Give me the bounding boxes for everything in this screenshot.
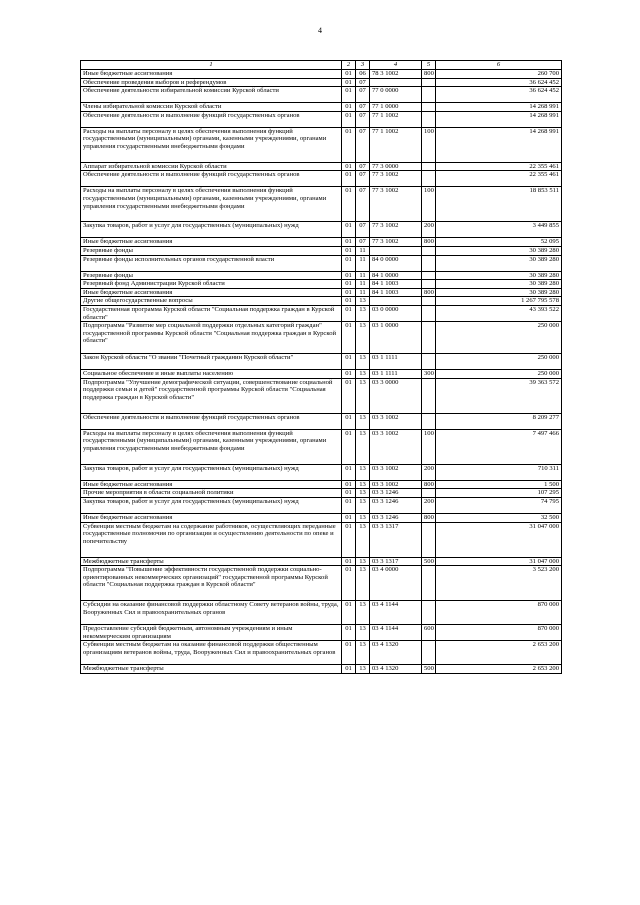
row-expense-type [422,171,436,187]
row-amount: 22 355 461 [436,171,562,187]
row-section: 01 [342,489,356,498]
row-amount: 14 268 991 [436,127,562,162]
row-subsection: 07 [356,222,370,238]
table-row [81,370,562,379]
row-section: 01 [342,171,356,187]
row-expense-type: 100 [422,187,436,222]
row-expense-type [422,162,436,171]
row-expense-type [422,489,436,498]
row-amount: 52 095 [436,238,562,247]
row-target-article: 03 1 1111 [370,370,422,379]
row-amount: 31 047 000 [436,522,562,557]
row-section: 01 [342,429,356,464]
row-amount: 260 700 [436,70,562,79]
table-row [81,429,562,464]
row-section: 01 [342,557,356,566]
row-amount: 30 389 280 [436,246,562,255]
row-amount: 250 000 [436,322,562,354]
table-row [81,601,562,625]
row-expense-type [422,641,436,665]
row-subsection: 13 [356,297,370,306]
row-section: 01 [342,87,356,103]
row-subsection: 13 [356,497,370,513]
row-name: Расходы на выплаты персоналу в целях обеспечения выполнения функций государственными (муниципальными) органами, казенными учреждениями, органами управления государственными внебюджетными фондами [81,187,342,222]
row-expense-type: 500 [422,665,436,674]
row-amount: 39 363 572 [436,378,562,413]
row-name: Обеспечение деятельности и выполнение функций государственных органов [81,171,342,187]
row-target-article: 78 3 1002 [370,70,422,79]
row-section: 01 [342,413,356,429]
row-target-article: 77 3 1002 [370,187,422,222]
row-amount: 2 653 200 [436,665,562,674]
row-target-article: 77 3 1002 [370,171,422,187]
row-subsection: 13 [356,370,370,379]
row-target-article: 03 4 0000 [370,566,422,601]
table-row [81,271,562,280]
row-name: Закупка товаров, работ и услуг для государственных (муниципальных) нужд [81,222,342,238]
table-row [81,354,562,370]
row-expense-type [422,522,436,557]
row-subsection: 11 [356,255,370,271]
row-amount: 32 500 [436,513,562,522]
row-amount: 74 795 [436,497,562,513]
row-target-article: 03 3 1002 [370,413,422,429]
row-amount: 870 000 [436,625,562,641]
table-row [81,464,562,480]
table-row [81,288,562,297]
table-row [81,497,562,513]
row-section: 01 [342,378,356,413]
row-amount: 2 653 200 [436,641,562,665]
row-name: Закупка товаров, работ и услуг для государственных (муниципальных) нужд [81,497,342,513]
row-amount: 3 449 855 [436,222,562,238]
row-subsection: 07 [356,238,370,247]
row-subsection: 07 [356,171,370,187]
header-expense-type: 5 [422,61,436,70]
row-name: Подпрограмма "Улучшение демографической ситуации, совершенствование социальной поддержки семьи и детей" государственной программы Курской области "Социальная поддержка граждан в Курской области" [81,378,342,413]
row-expense-type: 300 [422,370,436,379]
table-row [81,255,562,271]
table-row [81,413,562,429]
row-expense-type: 800 [422,480,436,489]
row-target-article: 77 3 0000 [370,162,422,171]
row-amount: 3 523 200 [436,566,562,601]
row-subsection: 07 [356,87,370,103]
row-amount: 30 389 280 [436,255,562,271]
row-name: Резервные фонды [81,271,342,280]
row-expense-type [422,87,436,103]
row-name: Межбюджетные трансферты [81,665,342,674]
row-section: 01 [342,280,356,289]
row-section: 01 [342,522,356,557]
row-subsection: 13 [356,413,370,429]
table-row [81,297,562,306]
table-row [81,187,562,222]
row-name: Резервные фонды исполнительных органов государственной власти [81,255,342,271]
row-target-article: 03 3 1317 [370,522,422,557]
row-name: Государственная программа Курской области "Социальная поддержка граждан в Курской области" [81,305,342,321]
row-amount: 30 389 280 [436,271,562,280]
row-name: Обеспечение проведения выборов и референдумов [81,78,342,87]
header-name: 1 [81,61,342,70]
row-expense-type [422,305,436,321]
row-target-article: 03 3 1002 [370,480,422,489]
row-target-article: 03 4 1320 [370,641,422,665]
row-subsection: 13 [356,429,370,464]
table-row [81,70,562,79]
row-subsection: 06 [356,70,370,79]
row-target-article: 03 3 0000 [370,378,422,413]
row-subsection: 13 [356,601,370,625]
row-target-article [370,78,422,87]
row-subsection: 11 [356,280,370,289]
row-target-article: 77 1 1002 [370,127,422,162]
row-name: Обеспечение деятельности и выполнение функций государственных органов [81,111,342,127]
row-subsection: 11 [356,288,370,297]
row-name: Обеспечение деятельности избирательной комиссии Курской области [81,87,342,103]
row-subsection: 13 [356,354,370,370]
header-target-article: 4 [370,61,422,70]
row-section: 01 [342,305,356,321]
row-subsection: 13 [356,305,370,321]
row-subsection: 07 [356,103,370,112]
row-expense-type: 200 [422,497,436,513]
budget-table [80,60,562,674]
row-subsection: 13 [356,625,370,641]
row-section: 01 [342,255,356,271]
row-expense-type [422,354,436,370]
row-amount: 18 853 511 [436,187,562,222]
row-amount: 14 268 991 [436,103,562,112]
table-row [81,566,562,601]
row-name: Аппарат избирательной комиссии Курской области [81,162,342,171]
row-name: Субсидии на оказание финансовой поддержки областному Совету ветеранов войны, труда, Вооруженных Сил и правоохранительных органов [81,601,342,625]
header-section: 2 [342,61,356,70]
row-section: 01 [342,288,356,297]
row-section: 01 [342,370,356,379]
row-name: Иные бюджетные ассигнования [81,70,342,79]
table-row [81,127,562,162]
row-expense-type [422,378,436,413]
table-row [81,246,562,255]
row-target-article: 03 4 1320 [370,665,422,674]
row-subsection: 13 [356,378,370,413]
page-number: 4 [318,26,322,35]
row-target-article: 03 1 0000 [370,322,422,354]
row-subsection: 13 [356,641,370,665]
row-section: 01 [342,238,356,247]
row-target-article: 03 3 1246 [370,489,422,498]
row-amount: 43 393 522 [436,305,562,321]
row-expense-type [422,322,436,354]
row-target-article: 03 4 1144 [370,625,422,641]
row-name: Резервный фонд Администрации Курской области [81,280,342,289]
row-name: Субвенции местным бюджетам на содержание работников, осуществляющих переданные государственные полномочия по организации и осуществлению деятельности по опеке и попечительству [81,522,342,557]
row-section: 01 [342,187,356,222]
table-row [81,162,562,171]
row-subsection: 07 [356,127,370,162]
row-name: Предоставление субсидий бюджетным, автономным учреждениям и иным некоммерческим организациям [81,625,342,641]
row-section: 01 [342,665,356,674]
row-subsection: 13 [356,480,370,489]
row-amount: 250 000 [436,354,562,370]
row-name: Социальное обеспечение и иные выплаты населению [81,370,342,379]
row-expense-type [422,297,436,306]
table-row [81,489,562,498]
row-subsection: 13 [356,566,370,601]
row-section: 01 [342,271,356,280]
row-expense-type: 200 [422,222,436,238]
row-subsection: 11 [356,271,370,280]
row-subsection: 13 [356,464,370,480]
row-expense-type [422,246,436,255]
row-target-article: 77 0 0000 [370,87,422,103]
row-subsection: 07 [356,78,370,87]
row-section: 01 [342,222,356,238]
table-row [81,238,562,247]
row-section: 01 [342,297,356,306]
table-row [81,513,562,522]
row-section: 01 [342,601,356,625]
row-name: Закон Курской области "О звании "Почетный гражданин Курской области" [81,354,342,370]
table-row [81,222,562,238]
row-section: 01 [342,103,356,112]
row-expense-type [422,280,436,289]
row-amount: 1 500 [436,480,562,489]
table-row [81,171,562,187]
row-amount: 1 267 795 578 [436,297,562,306]
row-section: 01 [342,480,356,489]
table-row [81,641,562,665]
row-name: Межбюджетные трансферты [81,557,342,566]
row-section: 01 [342,566,356,601]
row-subsection: 13 [356,513,370,522]
row-expense-type [422,255,436,271]
row-subsection: 13 [356,522,370,557]
table-row [81,625,562,641]
row-section: 01 [342,464,356,480]
row-expense-type: 800 [422,238,436,247]
row-expense-type: 100 [422,429,436,464]
row-amount: 36 624 452 [436,87,562,103]
table-row [81,103,562,112]
table-row [81,557,562,566]
row-subsection: 13 [356,322,370,354]
row-amount: 30 389 280 [436,288,562,297]
row-amount: 250 000 [436,370,562,379]
row-target-article: 03 3 1317 [370,557,422,566]
row-target-article: 77 3 1002 [370,222,422,238]
row-expense-type [422,601,436,625]
row-section: 01 [342,111,356,127]
row-expense-type [422,111,436,127]
table-row [81,378,562,413]
table-row [81,322,562,354]
row-target-article: 03 4 1144 [370,601,422,625]
row-target-article: 84 1 1003 [370,280,422,289]
row-expense-type: 100 [422,127,436,162]
row-amount: 107 295 [436,489,562,498]
row-section: 01 [342,354,356,370]
row-section: 01 [342,162,356,171]
row-section: 01 [342,497,356,513]
row-amount: 30 389 280 [436,280,562,289]
row-expense-type: 200 [422,464,436,480]
row-expense-type: 800 [422,513,436,522]
row-name: Иные бюджетные ассигнования [81,288,342,297]
table-row [81,522,562,557]
row-section: 01 [342,246,356,255]
row-target-article: 77 1 1002 [370,111,422,127]
row-name: Обеспечение деятельности и выполнение функций государственных органов [81,413,342,429]
row-target-article: 03 1 1111 [370,354,422,370]
row-name: Подпрограмма "Повышение эффективности государственной поддержки социально-ориентированных некоммерческих организаций" государственной программы Курской области "Социальная поддержка граждан в Курской области" [81,566,342,601]
row-name: Члены избирательной комиссии Курской области [81,103,342,112]
row-name: Прочие мероприятия в области социальной политики [81,489,342,498]
row-target-article: 03 0 0000 [370,305,422,321]
row-target-article: 03 3 1002 [370,429,422,464]
row-name: Другие общегосударственные вопросы [81,297,342,306]
row-section: 01 [342,513,356,522]
row-section: 01 [342,625,356,641]
table-row [81,78,562,87]
header-subsection: 3 [356,61,370,70]
row-expense-type: 600 [422,625,436,641]
row-expense-type: 500 [422,557,436,566]
row-amount: 22 355 461 [436,162,562,171]
row-section: 01 [342,78,356,87]
row-target-article: 84 1 1003 [370,288,422,297]
row-expense-type: 800 [422,70,436,79]
row-subsection: 13 [356,665,370,674]
row-subsection: 13 [356,557,370,566]
row-amount: 31 047 000 [436,557,562,566]
row-target-article: 03 3 1246 [370,513,422,522]
row-subsection: 07 [356,187,370,222]
row-target-article: 03 3 1246 [370,497,422,513]
row-amount: 7 497 466 [436,429,562,464]
row-name: Иные бюджетные ассигнования [81,480,342,489]
row-section: 01 [342,641,356,665]
row-target-article: 77 3 1002 [370,238,422,247]
row-expense-type [422,103,436,112]
table-row [81,305,562,321]
row-subsection: 07 [356,111,370,127]
table-row [81,87,562,103]
table-body [81,70,562,674]
row-target-article: 03 3 1002 [370,464,422,480]
row-amount: 8 209 277 [436,413,562,429]
row-subsection: 13 [356,489,370,498]
row-name: Закупка товаров, работ и услуг для государственных (муниципальных) нужд [81,464,342,480]
header-amount: 6 [436,61,562,70]
row-name: Расходы на выплаты персоналу в целях обеспечения выполнения функций государственными (муниципальными) органами, казенными учреждениями, органами управления государственными внебюджетными фондами [81,429,342,464]
row-amount: 870 000 [436,601,562,625]
table-row [81,665,562,674]
table-header-row [81,61,562,70]
row-name: Резервные фонды [81,246,342,255]
row-expense-type: 800 [422,288,436,297]
table-row [81,280,562,289]
row-name: Субвенции местным бюджетам на оказание финансовой поддержки общественным организациям ветеранов войны, труда, Вооруженных Сил и правоохранительных органов [81,641,342,665]
row-target-article: 84 1 0000 [370,271,422,280]
table-row [81,111,562,127]
row-name: Иные бюджетные ассигнования [81,513,342,522]
row-target-article: 77 1 0000 [370,103,422,112]
row-target-article [370,297,422,306]
table-row [81,480,562,489]
row-name: Расходы на выплаты персоналу в целях обеспечения выполнения функций государственными (муниципальными) органами, казенными учреждениями, органами управления государственными внебюджетными фондами [81,127,342,162]
row-target-article: 84 0 0000 [370,255,422,271]
row-expense-type [422,271,436,280]
row-section: 01 [342,322,356,354]
row-expense-type [422,566,436,601]
row-expense-type [422,413,436,429]
row-amount: 710 311 [436,464,562,480]
row-subsection: 11 [356,246,370,255]
row-name: Подпрограмма "Развитие мер социальной поддержки отдельных категорий граждан" государственной программы Курской области "Социальная поддержка граждан в Курской области" [81,322,342,354]
row-subsection: 07 [356,162,370,171]
row-amount: 36 624 452 [436,78,562,87]
row-target-article [370,246,422,255]
row-section: 01 [342,127,356,162]
row-amount: 14 268 991 [436,111,562,127]
row-expense-type [422,78,436,87]
row-section: 01 [342,70,356,79]
row-name: Иные бюджетные ассигнования [81,238,342,247]
